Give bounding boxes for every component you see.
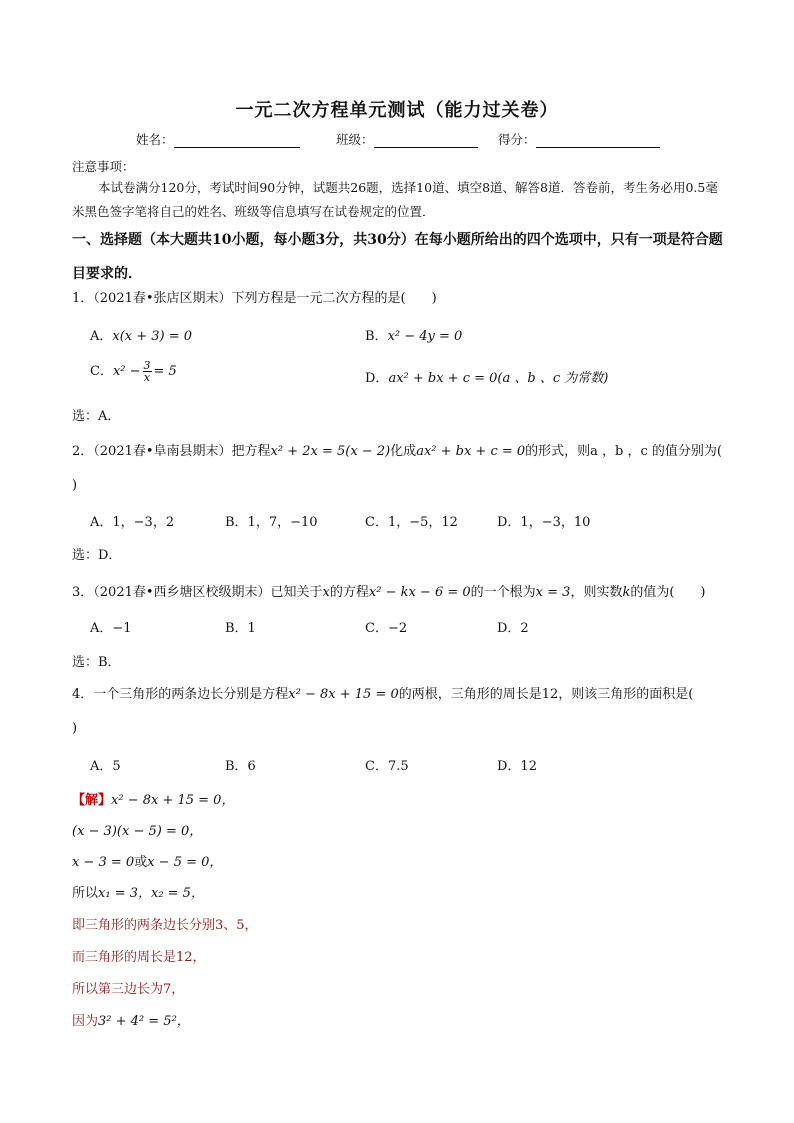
solution-tag: 【解】 <box>72 793 112 808</box>
q2-option-c: C．1，−5，12 <box>365 515 458 530</box>
q4-solution-line-4: 所以x₁ = 3，x₂ = 5， <box>72 886 204 901</box>
class-field <box>336 130 478 148</box>
q4-option-c: C．7.5 <box>365 759 409 774</box>
q2-stem-end: ) <box>72 478 78 493</box>
q4-option-b: B．6 <box>225 759 256 774</box>
page-title: 一元二次方程单元测试（能力过关卷） <box>235 100 559 121</box>
q3-option-b: B．1 <box>225 621 256 636</box>
name-field <box>136 130 300 148</box>
q2-answer: 选：D． <box>72 548 122 563</box>
q3-option-c: C．−2 <box>365 621 408 636</box>
notice-heading: 注意事项： <box>72 159 135 174</box>
q4-option-a: A．5 <box>90 759 121 774</box>
q4-solution-line-3: x − 3 = 0或x − 5 = 0， <box>72 855 223 870</box>
q3-option-d: D．2 <box>497 621 529 636</box>
q2-stem: 2．（2021春•阜南县期末）把方程x² + 2x = 5(x − 2)化成ax² + bx + c = 0的形式，则a ，b ，c 的值分别为( <box>72 444 722 459</box>
q3-option-a: A．−1 <box>90 621 132 636</box>
score-field <box>498 130 660 148</box>
q1-option-a: A．x(x + 3) = 0 <box>90 329 193 344</box>
score-blank[interactable] <box>536 134 660 148</box>
q4-stem: 4．一个三角形的两条边长分别是方程x² − 8x + 15 = 0的两根，三角形的周长是12，则该三角形的面积是( <box>72 687 694 702</box>
fraction: $\frac{3}{x}$ <box>143 359 151 384</box>
q1-stem: 1．（2021春•张店区期末）下列方程是一元二次方程的是( ) <box>72 291 437 306</box>
section-heading: 一、选择题（本大题共10小题，每小题3分，共30分）在每小题所给出的四个选项中，只有一项是符合题目要求的． <box>72 232 723 282</box>
name-label: 姓名： <box>136 132 174 147</box>
score-label: 得分： <box>498 132 536 147</box>
q4-solution-line-2: (x − 3)(x − 5) = 0， <box>72 824 203 839</box>
q1-option-b: B．x² − 4y = 0 <box>365 329 463 344</box>
q2-option-d: D．1，−3，10 <box>497 515 591 530</box>
name-blank[interactable] <box>174 134 300 148</box>
q4-solution-line-8: 因为3² + 4² = 5²， <box>72 1014 190 1029</box>
notice-body: 本试卷满分120分，考试时间90分钟，试题共26题，选择10道、填空8道、解答8道．答卷前，考生务必用0.5毫米黑色签字笔将自己的姓名、班级等信息填写在试卷规定的位置． <box>72 180 718 219</box>
q1-answer: 选：A． <box>72 409 121 424</box>
class-label: 班级： <box>336 132 374 147</box>
q3-answer: 选：B． <box>72 655 121 670</box>
q4-solution-line-1: 【解】x² − 8x + 15 = 0， <box>72 793 235 808</box>
q2-option-b: B．1，7，−10 <box>225 515 318 530</box>
class-blank[interactable] <box>374 134 478 148</box>
q4-option-d: D．12 <box>497 759 537 774</box>
q4-stem-end: ) <box>72 721 78 736</box>
q4-solution-line-6: 而三角形的周长是12， <box>72 950 206 965</box>
q1-option-c: C．x² − $\frac{3}{x}$ = 5 <box>90 359 177 384</box>
q3-stem: 3．（2021春•西乡塘区校级期末）已知关于x的方程x² − kx − 6 = 0的一个根为x = 3，则实数k的值为( ) <box>72 585 706 600</box>
q2-option-a: A．1，−3，2 <box>90 515 175 530</box>
q1-option-d: D．ax² + bx + c = 0(a 、b 、c 为常数) <box>365 371 609 386</box>
q4-solution-line-7: 所以第三边长为7， <box>72 982 185 997</box>
q4-solution-line-5: 即三角形的两条边长分别3、5， <box>72 918 258 933</box>
